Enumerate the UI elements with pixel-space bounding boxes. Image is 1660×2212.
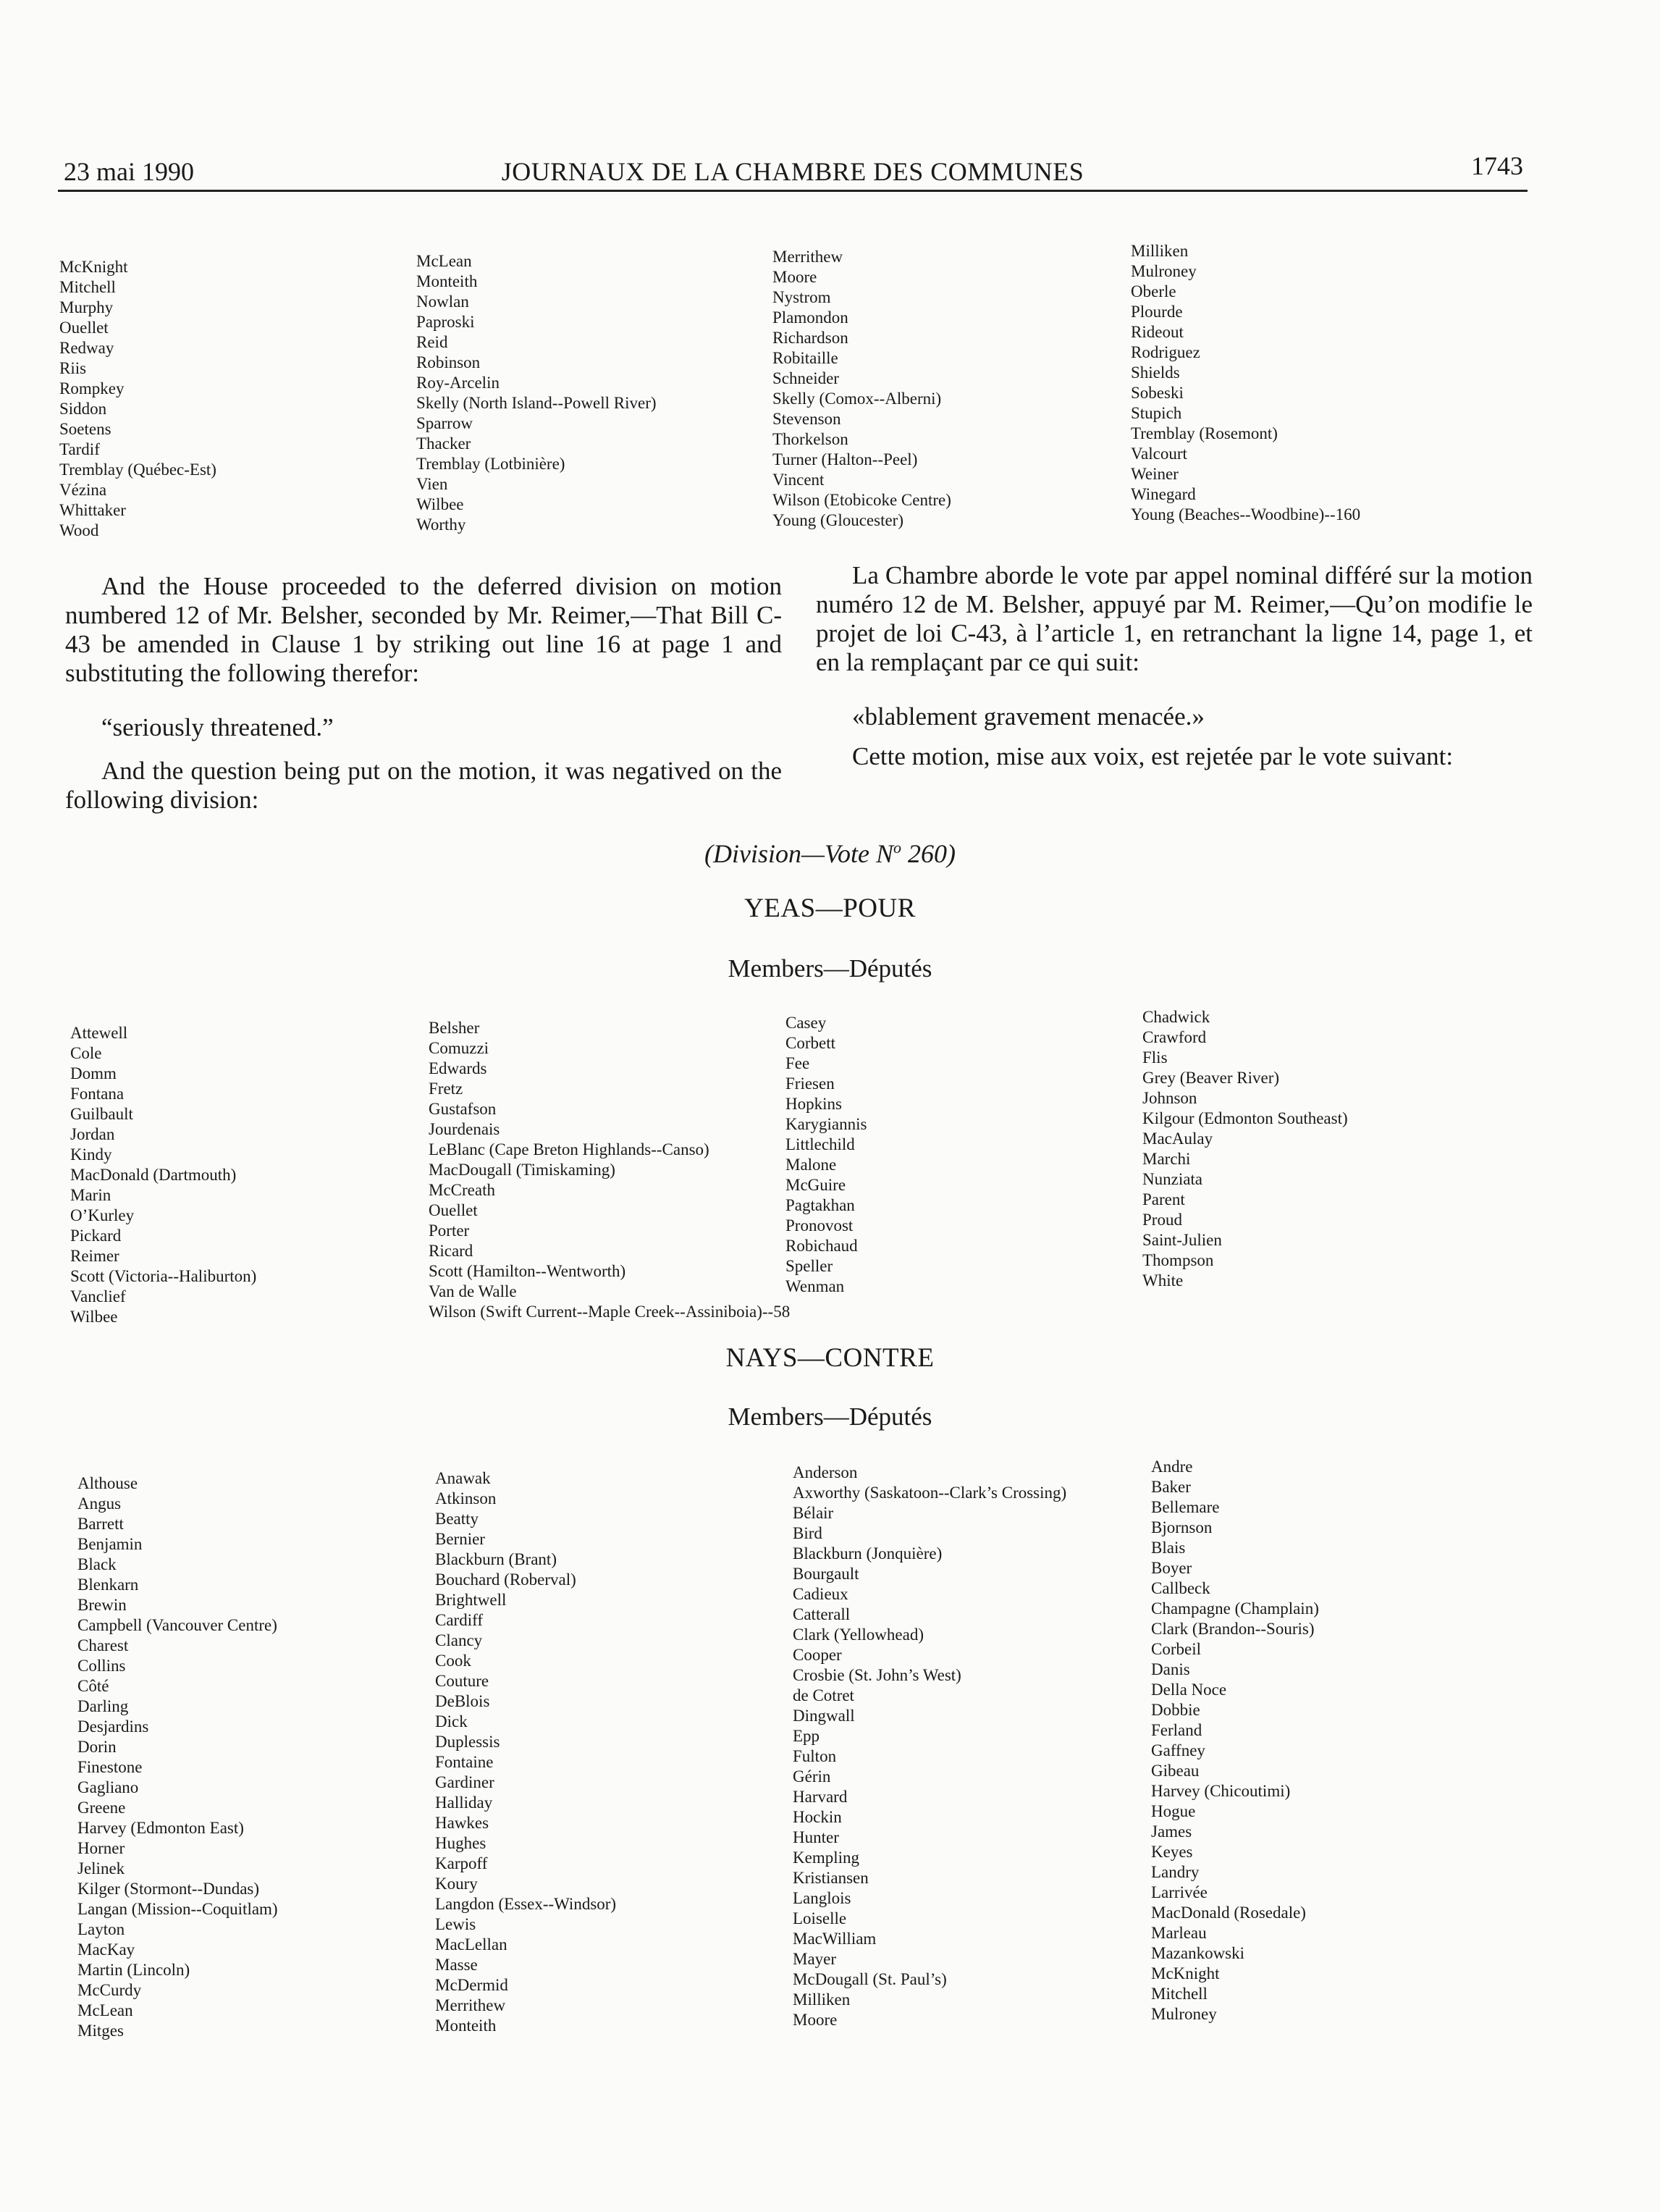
member-name: Kilger (Stormont--Dundas) [77,1880,260,1898]
member-name: Clark (Brandon--Souris) [1151,1620,1315,1638]
member-name: Martin (Lincoln) [77,1961,190,1979]
nays-col-4 [1151,1457,1319,2024]
member-name: Valcourt [1131,445,1187,463]
division-heading [0,838,1660,869]
member-name: Kindy [70,1145,112,1164]
member-name: MacDonald (Rosedale) [1151,1904,1306,1922]
header-rule [58,190,1528,192]
member-name: McLean [77,2001,133,2019]
yeas-col-3 [785,1013,867,1297]
member-name: Masse [435,1956,478,1974]
member-name: Tremblay (Québec-Est) [59,461,216,479]
member-name: Karpoff [435,1854,488,1872]
member-name: Attewell [70,1024,128,1042]
member-name: Skelly (Comox--Alberni) [772,390,942,408]
member-name: Langdon (Essex--Windsor) [435,1895,617,1913]
header-date: 23 mai 1990 [64,157,194,186]
member-name: McDougall (St. Paul’s) [793,1970,947,1988]
member-name: Anawak [435,1469,491,1487]
member-name: Bellemare [1151,1498,1220,1516]
member-name: Gardiner [435,1773,494,1791]
french-quote: «blablement gravement menacée.» [852,702,1205,731]
member-name: Harvard [793,1788,848,1806]
member-name: Stupich [1131,404,1182,422]
member-name: McKnight [59,258,128,276]
member-name: Comuzzi [429,1039,489,1057]
member-name: Jordan [70,1125,115,1143]
member-name: Thorkelson [772,430,848,448]
member-name: Benjamin [77,1535,143,1553]
member-name: Black [77,1555,117,1573]
division-superscript: o [893,838,901,857]
member-name: Belsher [429,1019,480,1037]
member-name: Domm [70,1064,117,1082]
member-name: Kristiansen [793,1869,869,1887]
member-name: Hopkins [785,1095,842,1113]
member-name: Finestone [77,1758,143,1776]
member-name: James [1151,1822,1192,1841]
top-list-col-3 [772,247,951,531]
member-name: Milliken [793,1990,851,2009]
member-name: Gagliano [77,1778,139,1796]
member-name: Atkinson [435,1489,497,1507]
member-name: Mulroney [1131,262,1197,280]
member-name: O’Kurley [70,1206,135,1224]
member-name: Dingwall [793,1707,855,1725]
member-name: Bjornson [1151,1518,1213,1536]
member-name: Saint-Julien [1142,1231,1222,1249]
yeas-col-2 [429,1018,790,1322]
nays-col-3 [793,1463,1066,2030]
member-name: Nowlan [416,293,469,311]
member-name: Catterall [793,1605,851,1623]
member-name: Pagtakhan [785,1196,855,1214]
member-name: Duplessis [435,1733,500,1751]
member-name: Sobeski [1131,384,1184,402]
english-paragraph-1: And the House proceeded to the deferred division on motion numbered 12 of Mr. Belsher, seconded by Mr. Reimer,—That Bill C-43 be amended in Clause 1 by striking out line 16 at page 1 and substituting the following therefor: [65,572,782,687]
member-name: Cole [70,1044,102,1062]
member-name: Young (Gloucester) [772,511,904,529]
member-name: Mitges [77,2022,124,2040]
member-name: Bird [793,1524,822,1542]
member-name: Loiselle [793,1909,847,1927]
member-name: Desjardins [77,1717,149,1736]
member-name: Côté [77,1677,109,1695]
member-name: Cardiff [435,1611,484,1629]
member-name: Hawkes [435,1814,489,1832]
member-name: Blais [1151,1539,1186,1557]
member-name: Robinson [416,353,481,371]
member-name: Riis [59,359,87,377]
member-name: Dick [435,1712,468,1731]
french-paragraph-1: La Chambre aborde le vote par appel nominal différé sur la motion numéro 12 de M. Belsher, appuyé par M. Reimer,—Qu’on modifie le projet de loi C-43, à l’article 1, en retranchant la ligne 14, page 1, et en la remplaçant par ce qui suit: [816,561,1533,676]
member-name: Ricard [429,1242,473,1260]
yeas-col-1 [70,1023,256,1327]
member-name: Wilson (Swift Current--Maple Creek--Assiniboia)--58 [429,1303,791,1321]
member-name: MacWilliam [793,1930,877,1948]
member-name: Rompkey [59,379,125,398]
member-name: Horner [77,1839,125,1857]
nays-subheading: Members—Députés [728,1403,932,1431]
member-name: Clark (Yellowhead) [793,1626,924,1644]
member-name: Danis [1151,1660,1190,1678]
english-paragraph-2: And the question being put on the motion, it was negatived on the following division: [65,757,782,814]
member-name: Reid [416,333,448,351]
member-name: Thacker [416,434,471,453]
member-name: Chadwick [1142,1008,1210,1026]
member-name: LeBlanc (Cape Breton Highlands--Canso) [429,1140,709,1158]
member-name: Greene [77,1799,126,1817]
member-name: McDermid [435,1976,508,1994]
member-name: Gérin [793,1767,831,1786]
member-name: MacDougall (Timiskaming) [429,1161,615,1179]
member-name: Wilbee [416,495,464,513]
member-name: Turner (Halton--Peel) [772,450,918,468]
member-name: Layton [77,1920,125,1938]
page-number: 1743 [1471,151,1523,180]
top-list-col-4 [1131,241,1360,525]
member-name: Anderson [793,1463,858,1481]
member-name: DeBlois [435,1692,490,1710]
member-name: Fulton [793,1747,837,1765]
member-name: Brightwell [435,1591,507,1609]
member-name: Callbeck [1151,1579,1210,1597]
member-name: Rodriguez [1131,343,1200,361]
member-name: de Cotret [793,1686,854,1704]
member-name: McCreath [429,1181,495,1199]
member-name: Baker [1151,1478,1191,1496]
member-name: Lewis [435,1915,476,1933]
member-name: Bélair [793,1504,834,1522]
member-name: McLean [416,252,472,270]
member-name: Porter [429,1221,470,1240]
member-name: Collins [77,1657,126,1675]
member-name: Milliken [1131,242,1189,260]
member-name: Kilgour (Edmonton Southeast) [1142,1109,1348,1127]
member-name: Weiner [1131,465,1179,483]
member-name: Flis [1142,1048,1168,1067]
member-name: Jelinek [77,1859,125,1877]
member-name: Ferland [1151,1721,1202,1739]
member-name: Soetens [59,420,111,438]
member-name: Fee [785,1054,810,1072]
member-name: Casey [785,1014,827,1032]
member-name: Koury [435,1875,478,1893]
member-name: Tremblay (Lotbinière) [416,455,565,473]
member-name: White [1142,1271,1184,1290]
member-name: Monteith [416,272,478,290]
member-name: Fretz [429,1080,463,1098]
member-name: Pronovost [785,1216,854,1235]
member-name: Darling [77,1697,129,1715]
member-name: Siddon [59,400,107,418]
member-name: Crosbie (St. John’s West) [793,1666,961,1684]
member-name: Blackburn (Brant) [435,1550,557,1568]
member-name: Hughes [435,1834,486,1852]
member-name: Roy-Arcelin [416,374,500,392]
member-name: Cooper [793,1646,842,1664]
member-name: McKnight [1151,1964,1220,1982]
member-name: Kempling [793,1849,859,1867]
member-name: Mitchell [1151,1985,1208,2003]
member-name: MacAulay [1142,1130,1213,1148]
division-suffix: 260) [901,839,956,868]
member-name: Harvey (Chicoutimi) [1151,1782,1291,1800]
member-name: Mulroney [1151,2005,1217,2023]
member-name: Edwards [429,1059,487,1077]
member-name: Plourde [1131,303,1183,321]
member-name: Couture [435,1672,489,1690]
member-name: Charest [77,1636,129,1654]
member-name: Langlois [793,1889,851,1907]
member-name: Champagne (Champlain) [1151,1599,1319,1618]
member-name: Halliday [435,1793,493,1812]
member-name: Crawford [1142,1028,1207,1046]
french-paragraph-2: Cette motion, mise aux voix, est rejetée par le vote suivant: [852,742,1454,770]
member-name: Grey (Beaver River) [1142,1069,1280,1087]
member-name: Proud [1142,1211,1182,1229]
nays-col-1 [77,1473,278,2041]
member-name: Malone [785,1156,837,1174]
member-name: Dorin [77,1738,117,1756]
member-name: Mayer [793,1950,837,1968]
header-title: JOURNAUX DE LA CHAMBRE DES COMMUNES [501,157,1084,186]
member-name: Gibeau [1151,1762,1200,1780]
yeas-col-4 [1142,1007,1348,1291]
member-name: Worthy [416,516,466,534]
nays-heading: NAYS—CONTRE [725,1343,935,1373]
member-name: Parent [1142,1190,1185,1208]
member-name: MacDonald (Dartmouth) [70,1166,237,1184]
member-name: Marchi [1142,1150,1191,1168]
yeas-subheading: Members—Députés [728,954,932,983]
member-name: Richardson [772,329,848,347]
member-name: Campbell (Vancouver Centre) [77,1616,277,1634]
member-name: Plamondon [772,308,848,327]
top-list-col-1 [59,257,216,541]
member-name: Tardif [59,440,100,458]
member-name: Mitchell [59,278,116,296]
page-header [58,145,1528,188]
member-name: Epp [793,1727,820,1745]
english-quote: “seriously threatened.” [101,713,334,741]
member-name: Thompson [1142,1251,1214,1269]
member-name: Brewin [77,1596,127,1614]
member-name: Guilbault [70,1105,133,1123]
member-name: Beatty [435,1510,479,1528]
member-name: Hunter [793,1828,839,1846]
member-name: Angus [77,1494,122,1513]
member-name: MacLellan [435,1935,507,1954]
member-name: Wood [59,521,99,539]
member-name: Murphy [59,298,114,316]
member-name: Stevenson [772,410,841,428]
member-name: Vincent [772,471,825,489]
member-name: Marin [70,1186,111,1204]
member-name: McGuire [785,1176,846,1194]
yeas-heading: YEAS—POUR [744,893,916,923]
member-name: Keyes [1151,1843,1193,1861]
member-name: Landry [1151,1863,1200,1881]
member-name: Merrithew [435,1996,506,2014]
member-name: Wilbee [70,1308,118,1326]
member-name: Andre [1151,1458,1193,1476]
member-name: Pickard [70,1227,122,1245]
member-name: Vézina [59,481,107,499]
member-name: Karygiannis [785,1115,867,1133]
member-name: Oberle [1131,282,1176,300]
member-name: Shields [1131,363,1180,382]
member-name: Clancy [435,1631,483,1649]
member-name: Sparrow [416,414,473,432]
member-name: Redway [59,339,114,357]
member-name: Skelly (North Island--Powell River) [416,394,657,412]
member-name: Schneider [772,369,839,387]
member-name: Wilson (Etobicoke Centre) [772,491,951,509]
member-name: Gaffney [1151,1741,1205,1759]
member-name: Tremblay (Rosemont) [1131,424,1278,442]
member-name: Nunziata [1142,1170,1203,1188]
member-name: McCurdy [77,1981,142,1999]
member-name: Winegard [1131,485,1196,503]
member-name: Harvey (Edmonton East) [77,1819,244,1837]
member-name: Whittaker [59,501,126,519]
member-name: Reimer [70,1247,119,1265]
member-name: Gustafson [429,1100,497,1118]
member-name: Marleau [1151,1924,1207,1942]
member-name: Littlechild [785,1135,855,1153]
member-name: Langan (Mission--Coquitlam) [77,1900,278,1918]
member-name: MacKay [77,1940,135,1959]
division-prefix: (Division—Vote N [704,839,893,868]
member-name: Johnson [1142,1089,1197,1107]
member-name: Van de Walle [429,1282,517,1300]
member-name: Robichaud [785,1237,858,1255]
member-name: Nystrom [772,288,831,306]
member-name: Jourdenais [429,1120,500,1138]
nays-col-2 [435,1468,616,2036]
member-name: Axworthy (Saskatoon--Clark’s Crossing) [793,1484,1067,1502]
member-name: Ouellet [59,319,109,337]
member-name: Bouchard (Roberval) [435,1570,576,1589]
member-name: Boyer [1151,1559,1192,1577]
member-name: Speller [785,1257,833,1275]
member-name: Corbett [785,1034,835,1052]
member-name: Fontaine [435,1753,494,1771]
member-name: Ouellet [429,1201,478,1219]
member-name: Vien [416,475,448,493]
member-name: Blenkarn [77,1576,139,1594]
member-name: Vanclief [70,1287,126,1305]
member-name: Barrett [77,1515,124,1533]
member-name: Althouse [77,1474,138,1492]
member-name: Monteith [435,2017,497,2035]
member-name: Cook [435,1652,471,1670]
member-name: Hockin [793,1808,842,1826]
member-name: Blackburn (Jonquière) [793,1544,943,1563]
member-name: Merrithew [772,248,843,266]
member-name: Bernier [435,1530,485,1548]
member-name: Cadieux [793,1585,848,1603]
member-name: Dobbie [1151,1701,1200,1719]
member-name: Corbeil [1151,1640,1201,1658]
member-name: Larrivée [1151,1883,1208,1901]
member-name: Fontana [70,1085,125,1103]
member-name: Scott (Hamilton--Wentworth) [429,1262,626,1280]
member-name: Moore [793,2011,838,2029]
member-name: Paproski [416,313,475,331]
member-name: Scott (Victoria--Haliburton) [70,1267,257,1285]
member-name: Rideout [1131,323,1184,341]
member-name: Mazankowski [1151,1944,1245,1962]
member-name: Bourgault [793,1565,859,1583]
member-name: Moore [772,268,817,286]
member-name: Wenman [785,1277,845,1295]
top-list-col-2 [416,251,657,535]
member-name: Hogue [1151,1802,1196,1820]
member-name: Robitaille [772,349,838,367]
member-name: Young (Beaches--Woodbine)--160 [1131,505,1361,523]
member-name: Friesen [785,1075,835,1093]
member-name: Della Noce [1151,1681,1227,1699]
